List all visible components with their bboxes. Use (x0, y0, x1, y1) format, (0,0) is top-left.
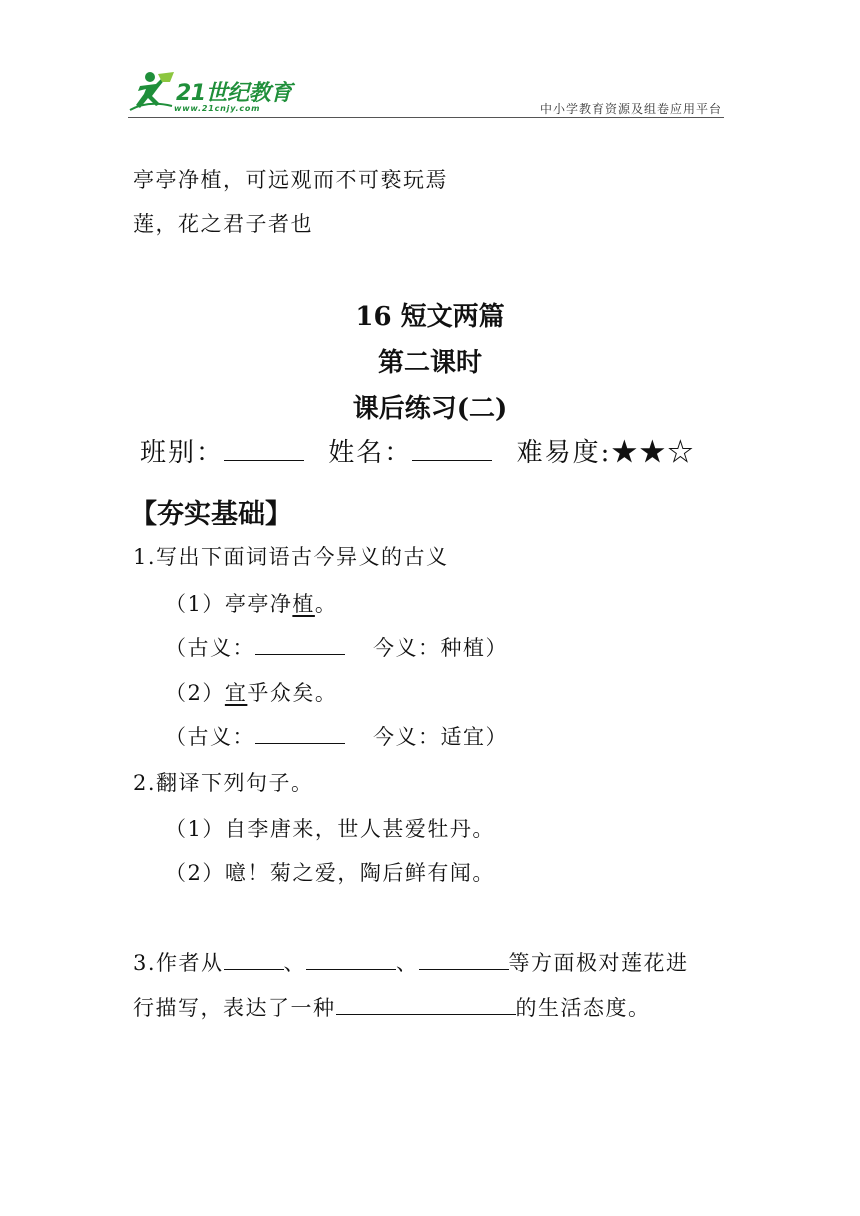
underlined-word: 宜 (224, 681, 248, 705)
runner-icon (128, 70, 180, 114)
question-1-stem: 1.写出下面词语古今异义的古义 (133, 545, 449, 569)
modern-meaning: 今义：适宜） (373, 725, 508, 749)
question-2-item-2: （2）噫！菊之爱，陶后鲜有闻。 (165, 861, 495, 885)
difficulty-stars: ★★☆ (611, 438, 696, 468)
question-text: 等方面极对莲花进 (508, 951, 689, 975)
exercise-title: 课后练习(二) (352, 394, 508, 424)
question-1-item-1-answer (165, 632, 508, 662)
class-label: 班别： (140, 438, 225, 468)
item-text: （1）亭亭净 (165, 592, 293, 616)
logo-url: www.21cnjy.com (174, 104, 261, 113)
site-logo (128, 70, 298, 118)
question-text: 行描写，表达了一种 (133, 996, 336, 1020)
intro-line-1: 亭亭净植，可远观而不可亵玩焉 (133, 168, 448, 192)
period-title: 第二课时 (377, 348, 482, 378)
ancient-meaning-label: （古义： (165, 725, 255, 749)
answer-blank[interactable] (224, 949, 284, 970)
modern-meaning: 今义：种植） (373, 636, 508, 660)
question-2-item-1: （1）自李唐来，世人甚爱牡丹。 (165, 817, 495, 841)
question-1-item-2-answer (165, 721, 508, 751)
answer-blank[interactable] (336, 994, 516, 1015)
lesson-title: 16 短文两篇 (355, 302, 505, 332)
ancient-meaning-label: （古义： (165, 636, 255, 660)
item-text: 。 (314, 592, 338, 616)
question-2-stem: 2.翻译下列句子。 (133, 771, 314, 795)
separator: 、 (283, 951, 307, 975)
logo-text: 21世纪教育 (176, 81, 292, 106)
question-text: 3.作者从 (133, 951, 224, 975)
ancient-meaning-blank[interactable] (255, 723, 345, 744)
answer-blank[interactable] (306, 949, 396, 970)
ancient-meaning-blank[interactable] (255, 634, 345, 655)
separator: 、 (396, 951, 419, 975)
question-3-line-2 (133, 992, 651, 1022)
platform-name: 中小学教育资源及组卷应用平台 (540, 102, 723, 116)
difficulty-label: 难易度: (516, 438, 612, 468)
underlined-word: 植 (292, 592, 315, 616)
name-label: 姓名： (328, 438, 413, 468)
question-1-item-1 (165, 588, 337, 618)
student-info-row (140, 432, 695, 469)
name-blank[interactable] (412, 440, 492, 461)
header-divider (128, 117, 724, 118)
section-title: 【夯实基础】 (130, 499, 292, 530)
class-blank[interactable] (224, 440, 304, 461)
item-text: 乎众矣。 (247, 681, 338, 705)
question-text: 的生活态度。 (515, 996, 651, 1020)
intro-line-2: 莲，花之君子者也 (133, 212, 313, 236)
answer-blank[interactable] (419, 949, 509, 970)
question-3-line-1 (133, 947, 689, 977)
question-1-item-2 (165, 677, 337, 707)
item-text: （2） (165, 681, 225, 705)
